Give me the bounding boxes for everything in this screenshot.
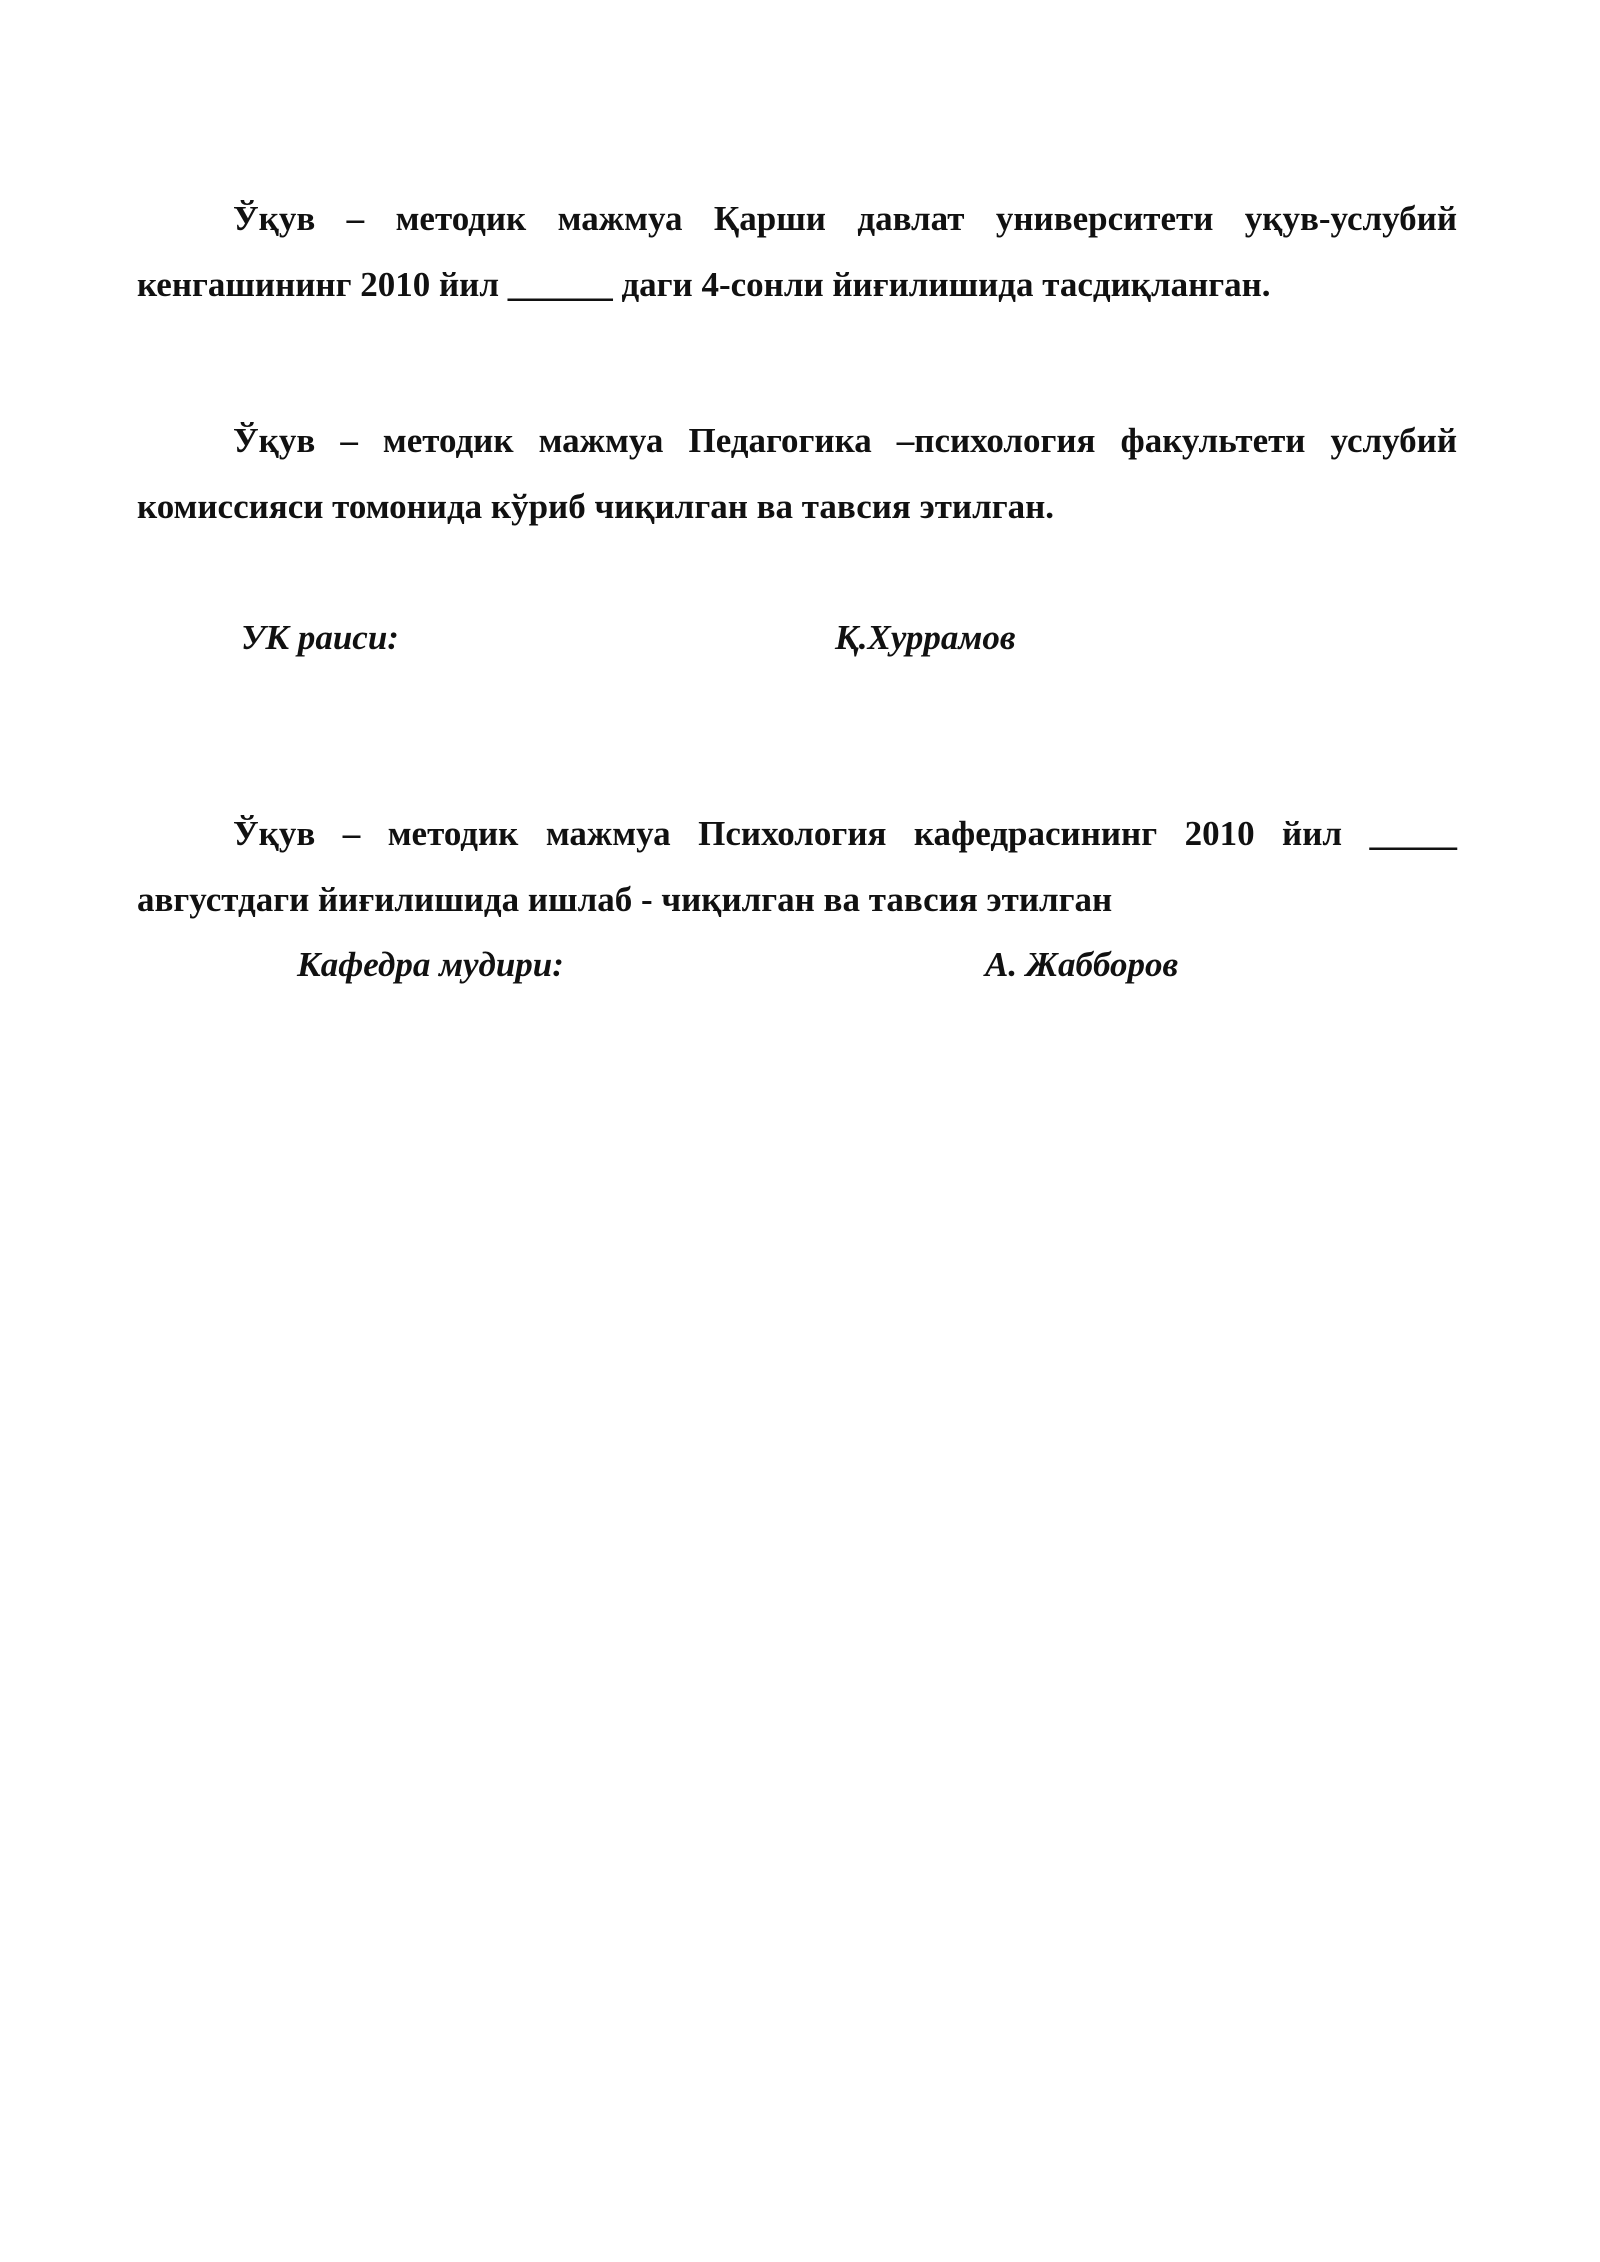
approval-paragraph-university-council: Ўқув – методик мажмуа Қарши давлат университети уқув-услубий кенгашининг 2010 йил ______ даги 4-сонли йиғилишида тасдиқланган. (137, 199, 1457, 304)
signature-1-title: УК раиси: (241, 618, 399, 657)
signature-2-name: А. Жабборов (985, 945, 1179, 984)
approval-paragraph-faculty-commission: Ўқув – методик мажмуа Педагогика –психология факультети услубий комиссияси томонида кўриб чиқилган ва тавсия этилган. (137, 421, 1457, 526)
signature-1-name: Қ.Хуррамов (835, 618, 1016, 657)
signature-2-title: Кафедра мудири: (297, 945, 564, 984)
approval-paragraph-department: Ўқув – методик мажмуа Психология кафедрасининг 2010 йил _____ августдаги йиғилишида ишлаб - чиқилган ва тавсия этилган (137, 814, 1457, 919)
